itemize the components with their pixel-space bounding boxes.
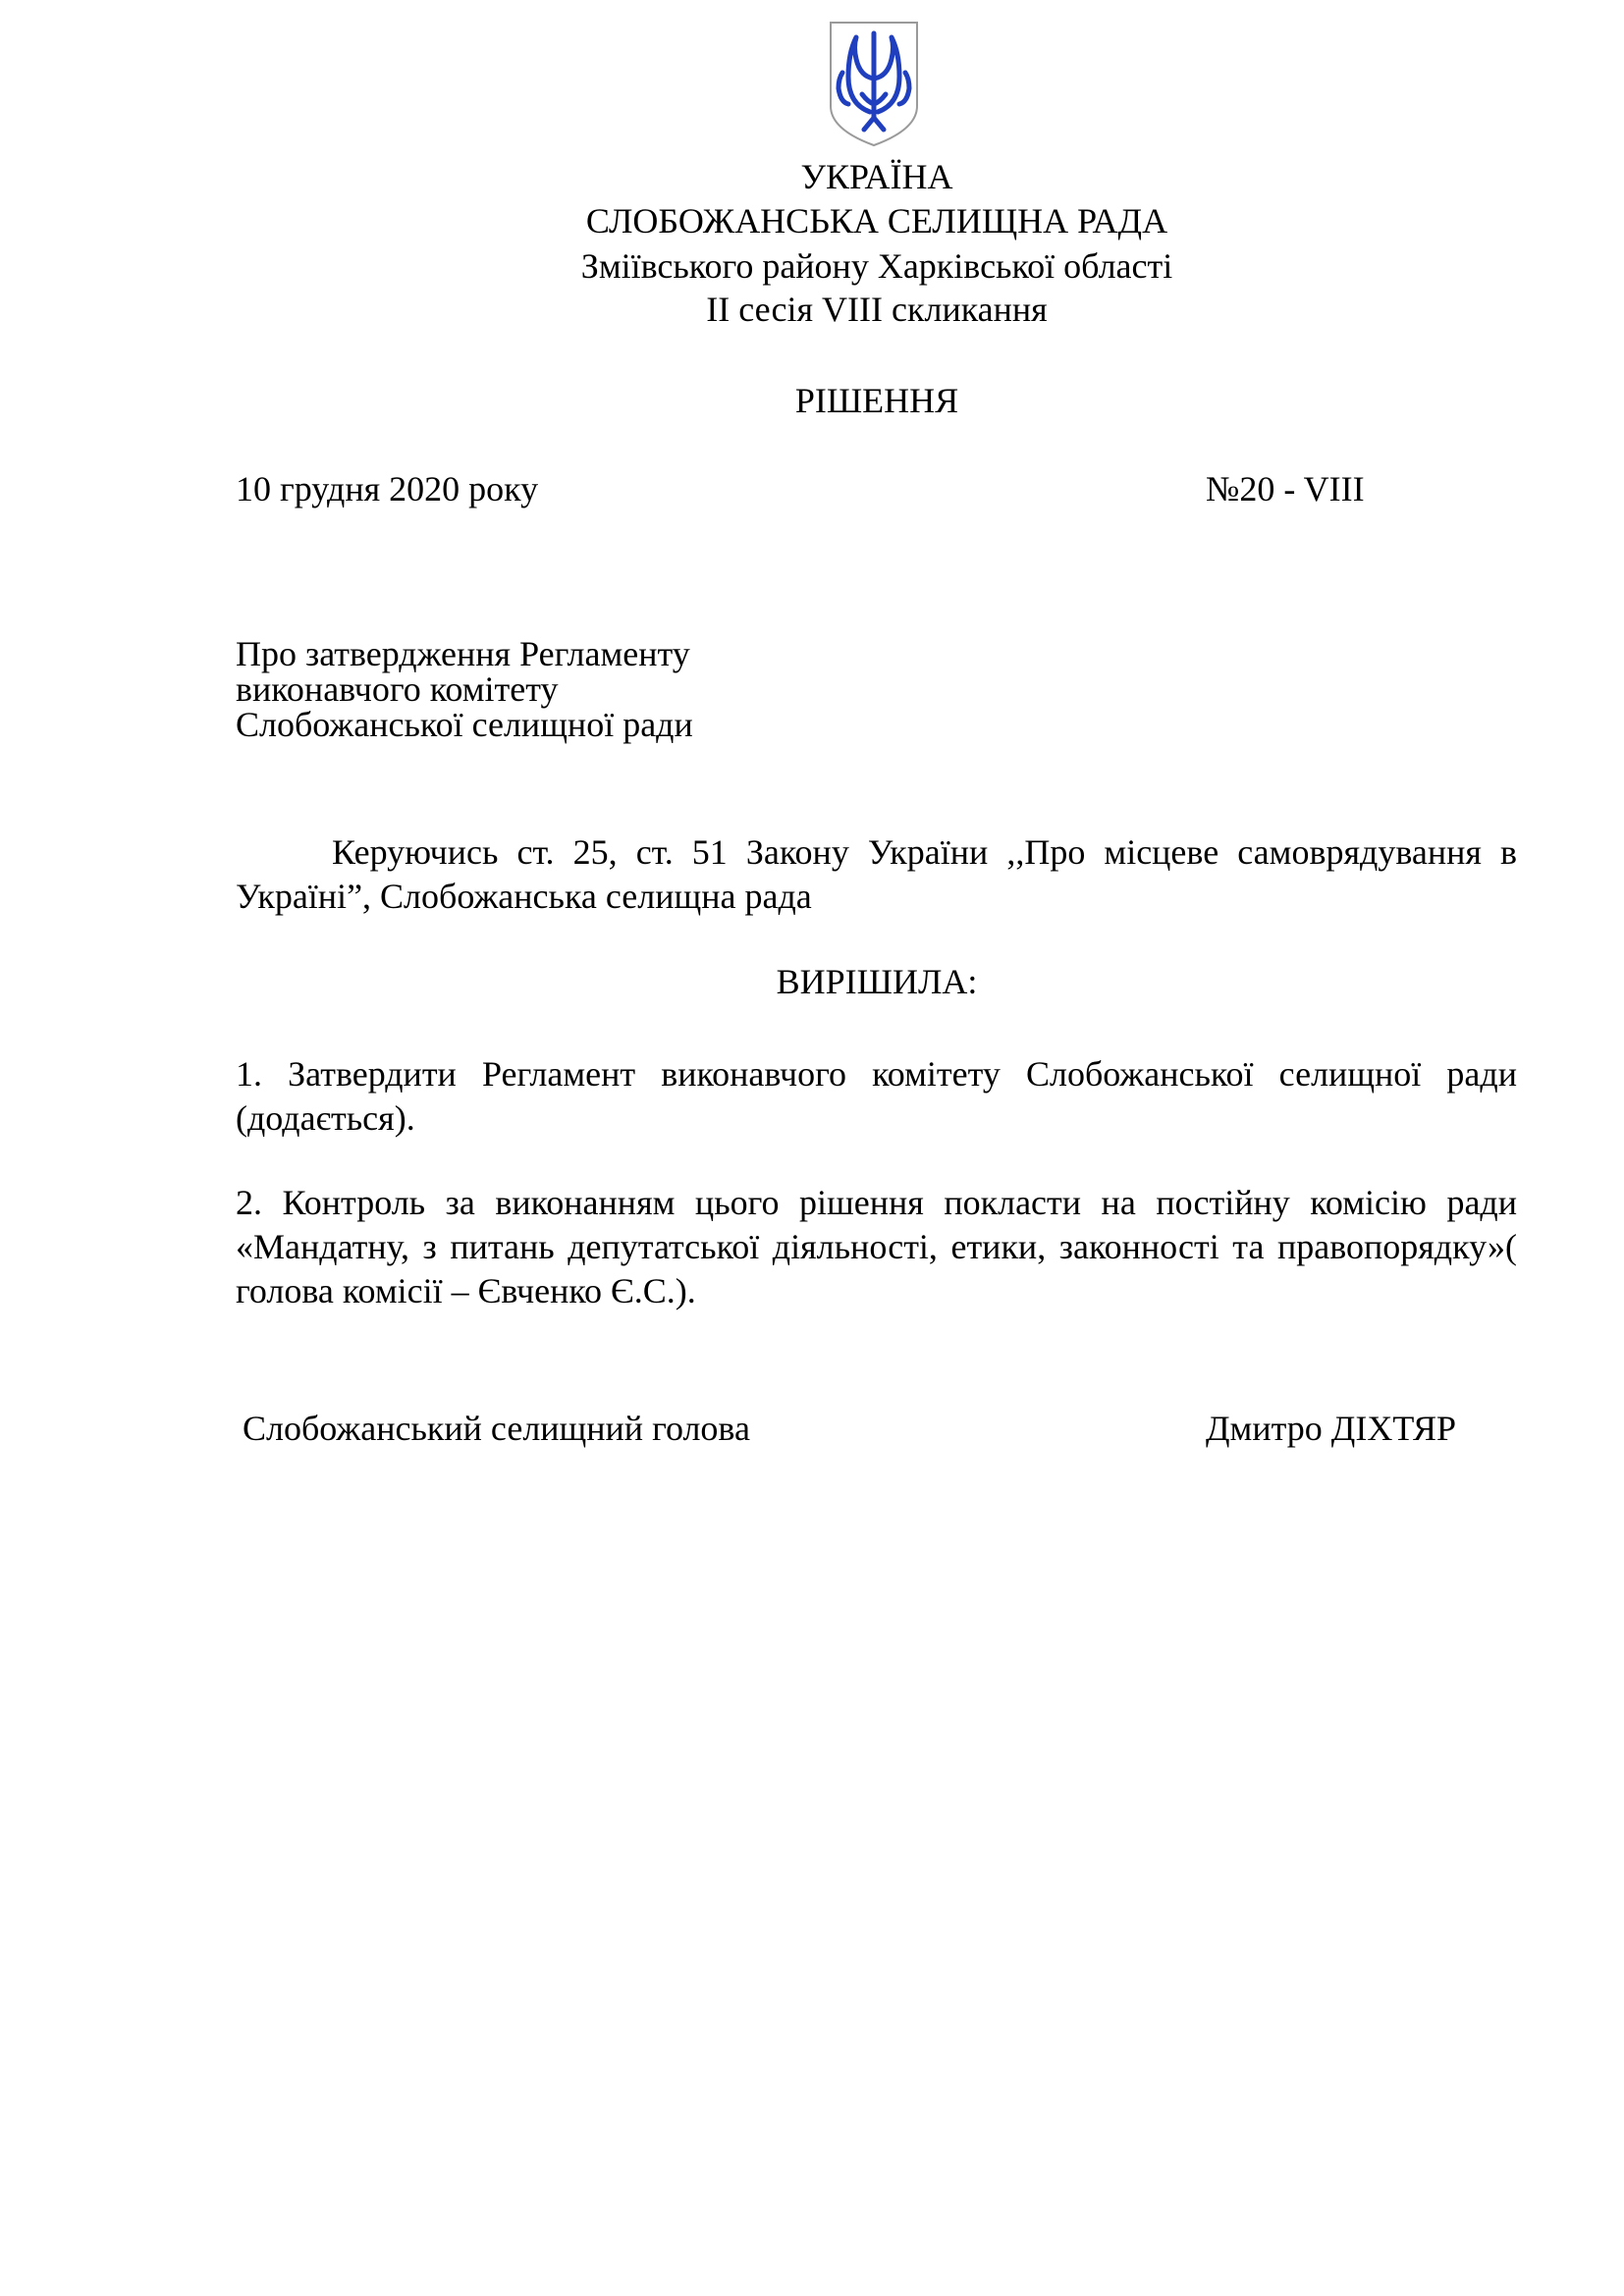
council-heading: СЛОБОЖАНСЬКА СЕЛИЩНА РАДА (585, 201, 1168, 240)
subject-line: Слобожанської селищної ради (236, 705, 693, 744)
decision-date: 10 грудня 2020 року (236, 469, 539, 508)
decision-number: №20 - VІІІ (1206, 469, 1365, 508)
resolution-item: 2. Контроль за виконанням цього рішення покласти на постійну комісію ради «Мандатну, з питань депутатської діяльності, етики, законності та правопорядку»( голова комісії – Євченко Є.С.). (236, 1183, 1517, 1310)
document-type-heading: РІШЕННЯ (794, 381, 959, 420)
session-heading: ІІ сесія VІІІ скликання (706, 290, 1048, 329)
country-heading: УКРАЇНА (800, 157, 953, 196)
subject-line: виконавчого комітету (236, 669, 559, 709)
signatory-title: Слобожанський селищний голова (243, 1409, 750, 1448)
district-heading: Зміївського району Харківської області (580, 246, 1173, 286)
resolution-item: 1. Затвердити Регламент виконавчого комітету Слобожанської селищної ради (додається). (236, 1054, 1517, 1138)
subject-line: Про затвердження Регламенту (236, 634, 690, 673)
coat-of-arms-icon (827, 20, 921, 149)
preamble-paragraph: Керуючись ст. 25, ст. 51 Закону України ,,Про місцеве самоврядування в Україні”, Слобожанська селищна рада (236, 832, 1517, 916)
decision-subject (236, 636, 693, 742)
signatory-name: Дмитро ДІХТЯР (1206, 1409, 1456, 1448)
decided-heading: ВИРІШИЛА: (776, 962, 978, 1001)
